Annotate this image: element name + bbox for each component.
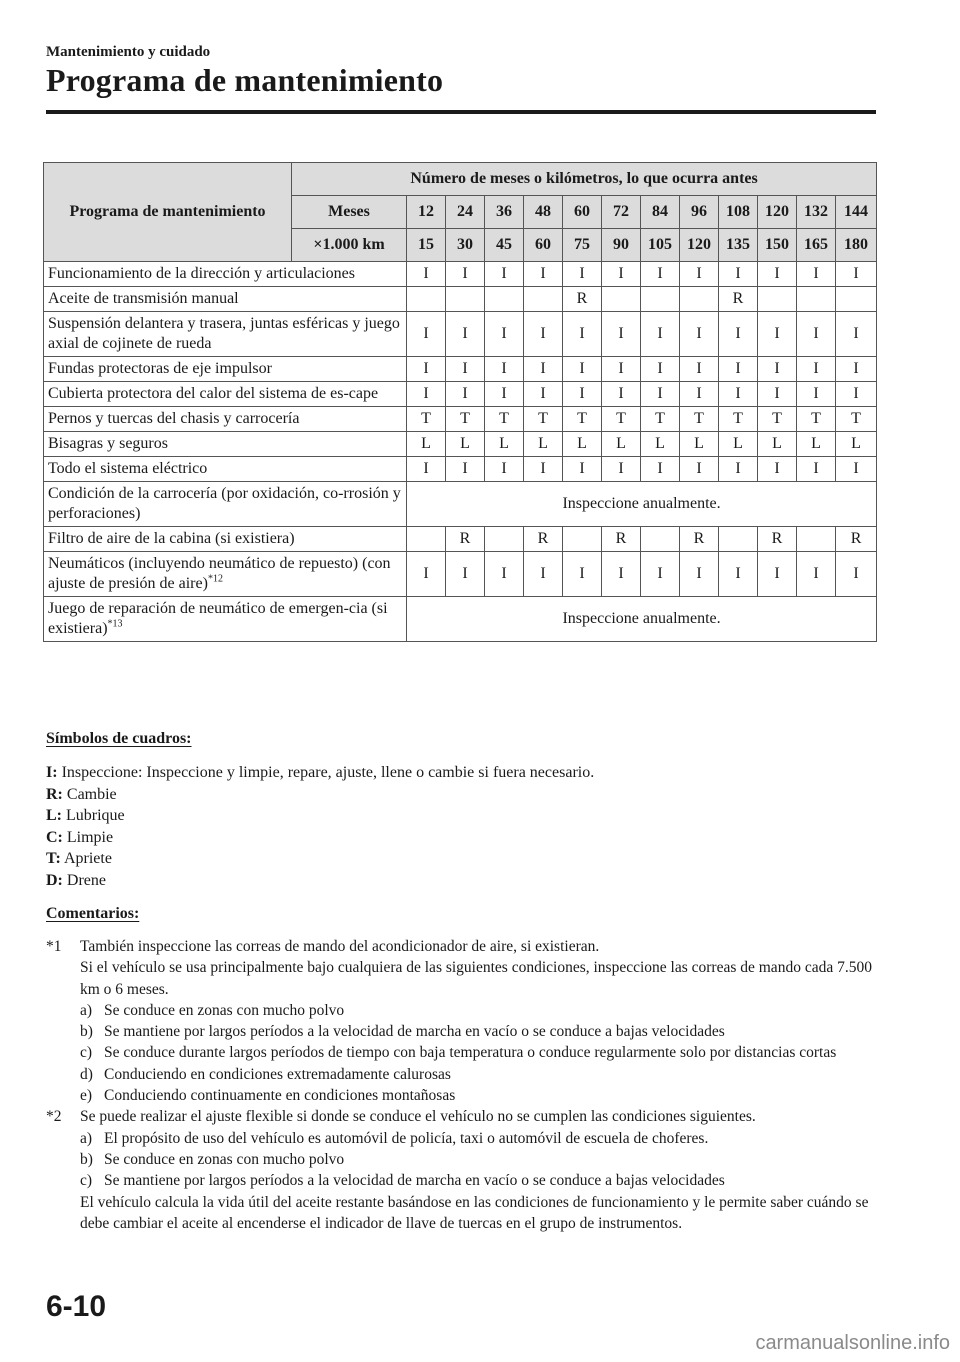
- legend-text: Drene: [66, 871, 106, 889]
- subitem-letter: c): [80, 1172, 93, 1190]
- legend-text: Lubrique: [66, 807, 125, 824]
- schedule-cell: I: [485, 262, 524, 287]
- month-header: 84: [641, 196, 680, 229]
- km-header: 90: [602, 229, 641, 262]
- month-header: 36: [485, 196, 524, 229]
- legend-text: Limpie: [66, 828, 114, 846]
- schedule-cell: I: [680, 262, 719, 287]
- schedule-cell: R: [524, 527, 563, 552]
- item-text: Juego de reparación de neumático de emergen-cia (si existiera): [48, 600, 388, 637]
- subitem-text: Conduciendo continuamente en condiciones montañosas: [104, 1087, 456, 1105]
- schedule-cell: I: [524, 312, 563, 357]
- schedule-cell: L: [719, 432, 758, 457]
- note-subitem: [80, 1085, 876, 1106]
- schedule-cell: [641, 287, 680, 312]
- subitem-text: Se conduce en zonas con mucho polvo: [104, 1001, 345, 1019]
- item-label: [44, 482, 407, 527]
- note-subitem: [80, 1128, 876, 1149]
- schedule-cell: I: [602, 357, 641, 382]
- page-number: 6-10: [46, 1290, 107, 1323]
- schedule-cell: I: [719, 262, 758, 287]
- footnote-ref: *12: [207, 573, 223, 585]
- schedule-body: [44, 262, 877, 642]
- schedule-cell: L: [446, 432, 485, 457]
- schedule-cell: [797, 527, 836, 552]
- watermark: carmanualsonline.info: [755, 1332, 950, 1354]
- schedule-cell: I: [680, 312, 719, 357]
- schedule-cell: I: [836, 457, 877, 482]
- legend-text: Inspeccione: Inspeccione y limpie, repare, ajuste, llene o cambie si fuera necesario.: [61, 764, 595, 781]
- schedule-cell: T: [680, 407, 719, 432]
- item-text: Fundas protectoras de eje impulsor: [48, 360, 272, 377]
- table-row: [44, 287, 877, 312]
- schedule-cell: I: [563, 262, 602, 287]
- schedule-cell: T: [524, 407, 563, 432]
- schedule-cell: I: [602, 457, 641, 482]
- month-header: 132: [797, 196, 836, 229]
- maintenance-schedule-table: [43, 162, 877, 642]
- schedule-cell: I: [446, 312, 485, 357]
- item-label: [44, 407, 407, 432]
- schedule-cell: R: [602, 527, 641, 552]
- schedule-cell: T: [719, 407, 758, 432]
- schedule-cell: I: [641, 457, 680, 482]
- table-row: [44, 527, 877, 552]
- table-row: [44, 457, 877, 482]
- schedule-cell: I: [836, 552, 877, 597]
- table-row: [44, 262, 877, 287]
- note-line: También inspeccione las correas de mando del acondicionador de aire, si existieran.: [80, 938, 600, 955]
- schedule-cell: I: [797, 262, 836, 287]
- item-label: [44, 262, 407, 287]
- months-label: Meses: [292, 196, 407, 229]
- schedule-cell: I: [446, 552, 485, 597]
- annual-inspection-cell: Inspeccione anualmente.: [407, 597, 877, 642]
- schedule-cell: I: [563, 357, 602, 382]
- schedule-cell: [446, 287, 485, 312]
- note-subitem: [80, 1149, 876, 1170]
- schedule-cell: I: [485, 312, 524, 357]
- subitem-letter: a): [80, 1129, 93, 1147]
- section-label: Mantenimiento y cuidado: [46, 44, 211, 60]
- schedule-cell: [641, 527, 680, 552]
- schedule-cell: I: [407, 552, 446, 597]
- legend-item: [46, 784, 594, 806]
- item-text: Suspensión delantera y trasera, juntas esféricas y juego axial de cojinete de rueda: [48, 315, 400, 352]
- schedule-cell: [719, 527, 758, 552]
- schedule-cell: I: [563, 312, 602, 357]
- page-title: Programa de mantenimiento: [46, 62, 444, 98]
- item-label: [44, 552, 407, 597]
- schedule-cell: I: [446, 357, 485, 382]
- km-header: 165: [797, 229, 836, 262]
- note-subitem: [80, 1000, 876, 1021]
- km-header: 45: [485, 229, 524, 262]
- month-header: 120: [758, 196, 797, 229]
- schedule-cell: R: [758, 527, 797, 552]
- schedule-cell: I: [446, 262, 485, 287]
- schedule-cell: I: [602, 262, 641, 287]
- schedule-cell: I: [758, 312, 797, 357]
- subitem-text: El propósito de uso del vehículo es automóvil de policía, taxi o automóvil de escuela de choferes.: [104, 1129, 709, 1147]
- schedule-cell: I: [485, 457, 524, 482]
- schedule-cell: I: [563, 457, 602, 482]
- legend-key: D:: [46, 871, 63, 889]
- schedule-cell: T: [641, 407, 680, 432]
- schedule-cell: T: [446, 407, 485, 432]
- schedule-cell: I: [563, 552, 602, 597]
- table-corner-header: Programa de mantenimiento: [44, 163, 292, 262]
- interval-header: Número de meses o kilómetros, lo que ocurra antes: [292, 163, 877, 196]
- km-header: 15: [407, 229, 446, 262]
- schedule-cell: I: [407, 262, 446, 287]
- schedule-cell: I: [563, 382, 602, 407]
- note-subitem: [80, 1170, 876, 1191]
- legend-item: [46, 762, 594, 784]
- schedule-cell: I: [641, 312, 680, 357]
- note-line: Se puede realizar el ajuste flexible si donde se conduce el vehículo no se cumplen las condiciones siguientes.: [80, 1108, 756, 1126]
- schedule-cell: R: [680, 527, 719, 552]
- legend-item: [46, 805, 594, 827]
- item-text: Pernos y tuercas del chasis y carrocería: [48, 410, 300, 427]
- schedule-cell: I: [758, 552, 797, 597]
- item-label: [44, 597, 407, 642]
- schedule-cell: I: [407, 382, 446, 407]
- schedule-cell: I: [680, 382, 719, 407]
- note-subitem: [80, 1064, 876, 1085]
- schedule-cell: I: [641, 382, 680, 407]
- schedule-cell: I: [797, 552, 836, 597]
- item-label: [44, 527, 407, 552]
- schedule-cell: [563, 527, 602, 552]
- legend-key: T:: [46, 850, 61, 867]
- comments-notes: [46, 936, 876, 1234]
- schedule-cell: I: [485, 357, 524, 382]
- item-text: Cubierta protectora del calor del sistema de es-cape: [48, 385, 379, 402]
- subitem-text: Se conduce durante largos períodos de tiempo con baja temperatura o conduce regularmente solo por distancias cortas: [104, 1044, 837, 1062]
- item-label: [44, 457, 407, 482]
- month-header: 72: [602, 196, 641, 229]
- schedule-cell: L: [758, 432, 797, 457]
- legend-item: [46, 848, 594, 870]
- schedule-cell: [836, 287, 877, 312]
- table-row: [44, 432, 877, 457]
- schedule-cell: I: [719, 382, 758, 407]
- km-header: 105: [641, 229, 680, 262]
- item-label: [44, 382, 407, 407]
- schedule-cell: I: [641, 552, 680, 597]
- table-row: [44, 552, 877, 597]
- schedule-cell: I: [758, 357, 797, 382]
- item-text: Neumáticos (incluyendo neumático de repuesto) (con ajuste de presión de aire): [48, 555, 391, 592]
- km-label: ×1.000 km: [292, 229, 407, 262]
- table-row: [44, 597, 877, 642]
- note-subitem: [80, 1042, 876, 1063]
- item-text: Bisagras y seguros: [48, 435, 168, 452]
- schedule-cell: I: [797, 382, 836, 407]
- comment-note: [46, 936, 876, 1106]
- note-subitem: [80, 1021, 876, 1042]
- schedule-cell: I: [485, 382, 524, 407]
- schedule-cell: I: [797, 312, 836, 357]
- schedule-cell: R: [446, 527, 485, 552]
- schedule-cell: I: [524, 552, 563, 597]
- km-header: 150: [758, 229, 797, 262]
- legend-key: I:: [46, 764, 58, 781]
- item-label: [44, 432, 407, 457]
- legend-key: R:: [46, 785, 63, 803]
- schedule-cell: [680, 287, 719, 312]
- item-text: Todo el sistema eléctrico: [48, 460, 208, 477]
- note-tail: El vehículo calcula la vida útil del aceite restante basándose en las condiciones de funcionamiento y le permite saber cuándo se debe cambiar el aceite al encenderse el indicador de llave de tuercas en el grupo de instrumentos.: [80, 1193, 869, 1232]
- schedule-cell: I: [446, 457, 485, 482]
- item-text: Condición de la carrocería (por oxidación, co-rrosión y perforaciones): [48, 485, 401, 522]
- title-rule: [46, 110, 876, 114]
- legend-item: [46, 870, 594, 892]
- schedule-cell: I: [758, 382, 797, 407]
- table-row: [44, 482, 877, 527]
- legend-key: C:: [46, 828, 63, 846]
- month-header: 96: [680, 196, 719, 229]
- legend-item: [46, 827, 594, 849]
- schedule-cell: I: [836, 262, 877, 287]
- schedule-cell: I: [836, 382, 877, 407]
- schedule-cell: I: [602, 552, 641, 597]
- legend-text: Cambie: [66, 785, 117, 803]
- item-text: Funcionamiento de la dirección y articulaciones: [48, 265, 355, 282]
- legend-key: L:: [46, 807, 62, 824]
- month-header: 60: [563, 196, 602, 229]
- note-marker: *2: [46, 1108, 62, 1126]
- schedule-cell: T: [563, 407, 602, 432]
- schedule-cell: I: [446, 382, 485, 407]
- subitem-text: Se conduce en zonas con mucho polvo: [104, 1150, 345, 1168]
- item-text: Aceite de transmisión manual: [48, 290, 239, 307]
- footnote-ref: *13: [107, 618, 123, 630]
- subitem-letter: d): [80, 1065, 93, 1083]
- month-header: 108: [719, 196, 758, 229]
- subitem-letter: b): [80, 1023, 93, 1041]
- schedule-cell: T: [758, 407, 797, 432]
- schedule-cell: T: [407, 407, 446, 432]
- schedule-cell: I: [407, 457, 446, 482]
- schedule-cell: L: [836, 432, 877, 457]
- table-row: [44, 312, 877, 357]
- subitem-letter: a): [80, 1001, 93, 1019]
- km-header: 135: [719, 229, 758, 262]
- schedule-cell: I: [407, 312, 446, 357]
- schedule-cell: I: [680, 357, 719, 382]
- schedule-cell: [407, 287, 446, 312]
- subitem-text: Conduciendo en condiciones extremadamente calurosas: [104, 1065, 451, 1083]
- schedule-cell: I: [680, 552, 719, 597]
- km-header: 120: [680, 229, 719, 262]
- legend-text: Apriete: [63, 850, 112, 867]
- km-header: 30: [446, 229, 485, 262]
- schedule-cell: I: [524, 382, 563, 407]
- comment-note: [46, 1106, 876, 1234]
- symbols-legend: [46, 762, 594, 891]
- subitem-text: Se mantiene por largos períodos a la velocidad de marcha en vacío o se conduce a bajas velocidades: [104, 1023, 725, 1041]
- schedule-cell: L: [563, 432, 602, 457]
- km-header: 75: [563, 229, 602, 262]
- schedule-cell: I: [680, 457, 719, 482]
- schedule-cell: I: [719, 357, 758, 382]
- schedule-cell: I: [524, 457, 563, 482]
- schedule-cell: L: [680, 432, 719, 457]
- month-header: 24: [446, 196, 485, 229]
- month-header: 12: [407, 196, 446, 229]
- item-label: [44, 357, 407, 382]
- annual-inspection-cell: Inspeccione anualmente.: [407, 482, 877, 527]
- schedule-cell: R: [719, 287, 758, 312]
- table-row: [44, 382, 877, 407]
- schedule-cell: T: [485, 407, 524, 432]
- item-text: Filtro de aire de la cabina (si existiera): [48, 530, 295, 547]
- schedule-cell: R: [563, 287, 602, 312]
- schedule-cell: [797, 287, 836, 312]
- month-header: 48: [524, 196, 563, 229]
- schedule-cell: I: [602, 312, 641, 357]
- schedule-cell: [485, 527, 524, 552]
- schedule-cell: I: [797, 357, 836, 382]
- schedule-cell: [524, 287, 563, 312]
- schedule-cell: I: [836, 312, 877, 357]
- month-header: 144: [836, 196, 877, 229]
- comments-heading: Comentarios:: [46, 905, 140, 922]
- schedule-cell: L: [485, 432, 524, 457]
- schedule-cell: [407, 527, 446, 552]
- schedule-cell: I: [797, 457, 836, 482]
- schedule-cell: I: [758, 457, 797, 482]
- item-label: [44, 312, 407, 357]
- schedule-cell: [758, 287, 797, 312]
- schedule-cell: T: [797, 407, 836, 432]
- schedule-cell: I: [407, 357, 446, 382]
- schedule-cell: T: [602, 407, 641, 432]
- schedule-cell: [485, 287, 524, 312]
- schedule-cell: I: [836, 357, 877, 382]
- schedule-cell: L: [797, 432, 836, 457]
- schedule-cell: I: [524, 357, 563, 382]
- schedule-cell: I: [602, 382, 641, 407]
- schedule-cell: L: [407, 432, 446, 457]
- schedule-cell: I: [758, 262, 797, 287]
- schedule-cell: [602, 287, 641, 312]
- table-row: [44, 357, 877, 382]
- schedule-cell: R: [836, 527, 877, 552]
- table-row: [44, 407, 877, 432]
- km-header: 60: [524, 229, 563, 262]
- schedule-cell: L: [524, 432, 563, 457]
- schedule-cell: I: [719, 312, 758, 357]
- schedule-cell: I: [485, 552, 524, 597]
- schedule-cell: I: [524, 262, 563, 287]
- note-marker: *1: [46, 938, 62, 955]
- km-header: 180: [836, 229, 877, 262]
- symbols-heading: Símbolos de cuadros:: [46, 730, 192, 747]
- schedule-cell: I: [641, 262, 680, 287]
- schedule-cell: L: [641, 432, 680, 457]
- subitem-letter: b): [80, 1150, 93, 1168]
- schedule-cell: T: [836, 407, 877, 432]
- item-label: [44, 287, 407, 312]
- subitem-text: Se mantiene por largos períodos a la velocidad de marcha en vacío o se conduce a bajas velocidades: [104, 1172, 725, 1190]
- schedule-cell: I: [719, 552, 758, 597]
- schedule-cell: I: [719, 457, 758, 482]
- subitem-letter: e): [80, 1087, 93, 1105]
- schedule-cell: L: [602, 432, 641, 457]
- schedule-cell: I: [641, 357, 680, 382]
- subitem-letter: c): [80, 1044, 93, 1062]
- note-line: Si el vehículo se usa principalmente bajo cualquiera de las siguientes condiciones, inspeccione las correas de mando cada 7.500 km o 6 meses.: [80, 959, 872, 998]
